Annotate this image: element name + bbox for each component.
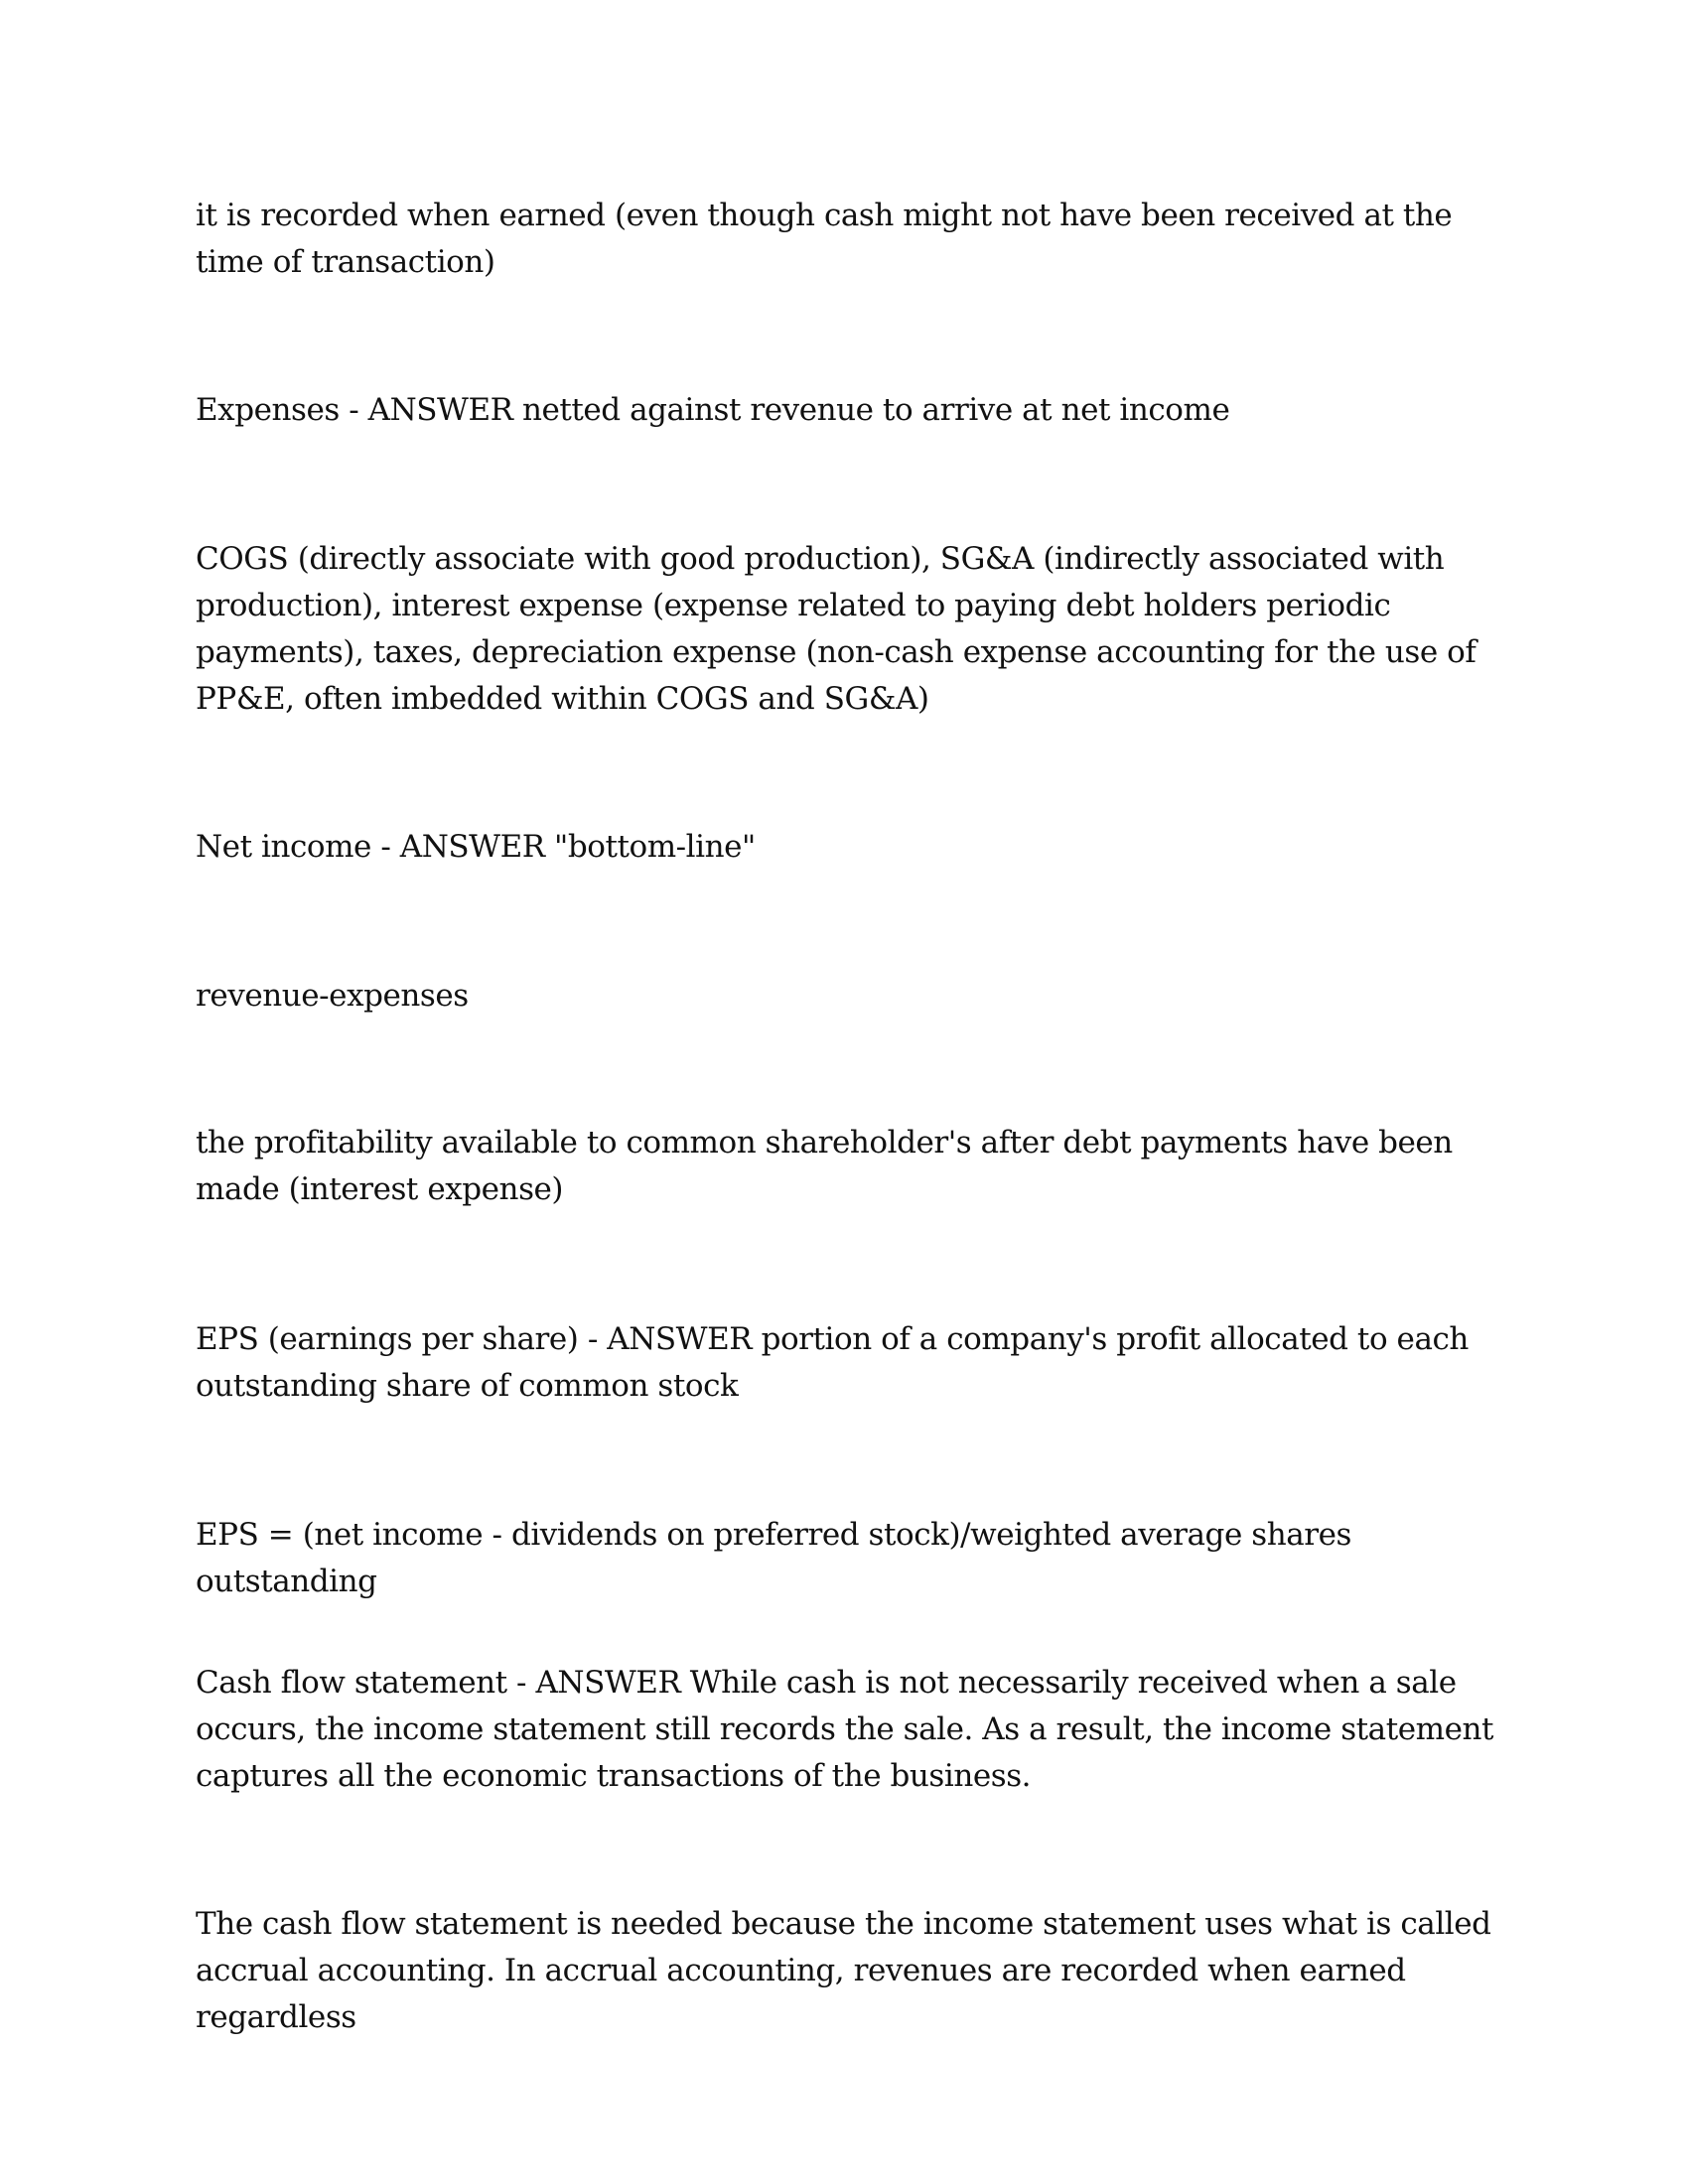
paragraph-eps-formula: EPS = (net income - dividends on preferred stock)/weighted average shares outstanding xyxy=(196,1517,1351,1599)
paragraph-expense-types: COGS (directly associate with good production), SG&A (indirectly associated with production), interest expense (expense related to paying debt holders periodic payments), taxes, depreciation expense (non-cash expense accounting for the use of PP&E, often imbedded within COGS and SG&A) xyxy=(196,541,1477,717)
paragraph-net-income-meaning: the profitability available to common shareholder's after debt payments have been made (interest expense) xyxy=(196,1125,1453,1207)
paragraph-revenue-recognition: it is recorded when earned (even though cash might not have been received at the time of transaction) xyxy=(196,198,1453,280)
paragraph-accrual-accounting: The cash flow statement is needed because the income statement uses what is called accrual accounting. In accrual accounting, revenues are recorded when earned regardless xyxy=(196,1906,1491,2035)
paragraph-expenses-definition: Expenses - ANSWER netted against revenue to arrive at net income xyxy=(196,392,1230,428)
paragraph-net-income-definition: Net income - ANSWER "bottom-line" xyxy=(196,829,756,865)
paragraph-cash-flow-definition: Cash flow statement - ANSWER While cash is not necessarily received when a sale occurs, the income statement still records the sale. As a result, the income statement captures all the economic transactions of the business. xyxy=(196,1665,1493,1794)
paragraph-net-income-formula: revenue-expenses xyxy=(196,978,469,1014)
paragraph-eps-definition: EPS (earnings per share) - ANSWER portion of a company's profit allocated to each outstanding share of common stock xyxy=(196,1321,1469,1404)
